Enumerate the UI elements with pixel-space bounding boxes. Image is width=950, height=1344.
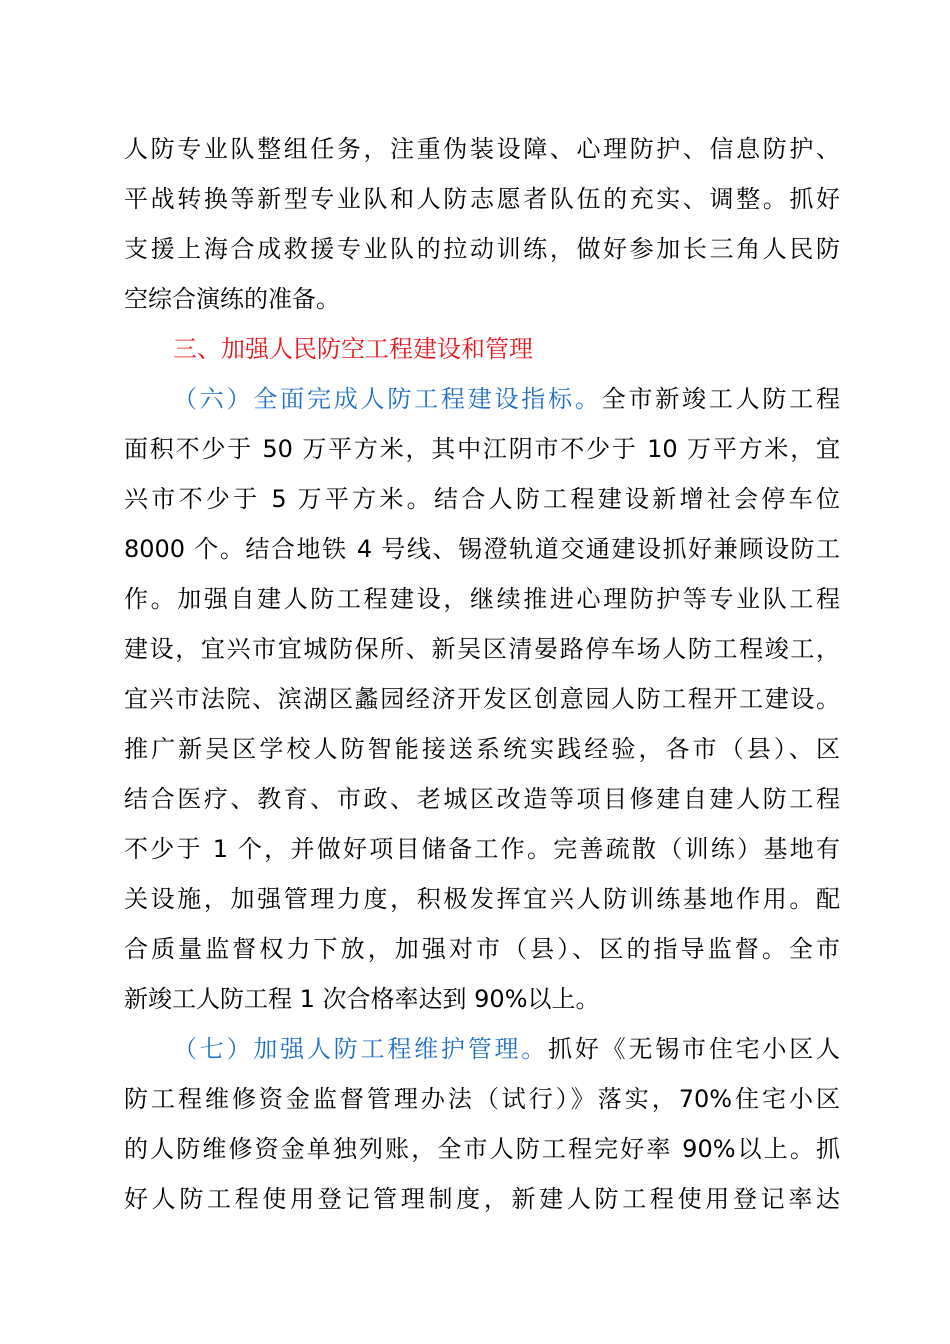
paragraph-6-heading: （六）全面完成人防工程建设指标。	[173, 385, 602, 413]
text-line: 面积不少于 50 万平方米，其中江阴市不少于 10 万平方米，宜	[124, 435, 840, 463]
text-line: 不少于 1 个，并做好项目储备工作。完善疏散（训练）基地有	[124, 835, 840, 863]
text-line: 结合医疗、教育、市政、老城区改造等项目修建自建人防工程	[124, 785, 840, 813]
text-line: 人防专业队整组任务，注重伪装设障、心理防护、信息防护、	[124, 135, 840, 163]
paragraph-6	[124, 374, 840, 1024]
paragraph-6-first-line-text: 全市新竣工人防工程	[601, 385, 841, 413]
text-line: 平战转换等新型专业队和人防志愿者队伍的充实、调整。抓好	[124, 185, 840, 213]
paragraph-7-first-line-text: 抓好《无锡市住宅小区人	[548, 1035, 841, 1063]
paragraph-1	[124, 124, 840, 324]
section-heading: 三、加强人民防空工程建设和管理	[173, 335, 533, 363]
text-line: 建设，宜兴市宜城防保所、新吴区清晏路停车场人防工程竣工，	[124, 635, 840, 663]
text-line: 空综合演练的准备。	[124, 285, 340, 313]
text-line: 新竣工人防工程 1 次合格率达到 90%以上。	[124, 985, 600, 1013]
text-line: 支援上海合成救援专业队的拉动训练，做好参加长三角人民防	[124, 235, 840, 263]
paragraph-7	[124, 1024, 840, 1224]
text-line: 推广新吴区学校人防智能接送系统实践经验，各市（县）、区	[124, 735, 840, 763]
text-line: 宜兴市法院、滨湖区蠡园经济开发区创意园人防工程开工建设。	[124, 685, 840, 713]
text-line: 合质量监督权力下放，加强对市（县）、区的指导监督。全市	[124, 935, 840, 963]
text-line: 兴市不少于 5 万平方米。结合人防工程建设新增社会停车位	[124, 485, 840, 513]
text-line: 关设施，加强管理力度，积极发挥宜兴人防训练基地作用。配	[124, 885, 840, 913]
paragraph-7-first-line	[124, 1024, 840, 1074]
document-body	[124, 124, 840, 1224]
paragraph-6-first-line	[124, 374, 840, 424]
text-line: 8000 个。结合地铁 4 号线、锡澄轨道交通建设抓好兼顾设防工	[124, 535, 840, 563]
text-line: 防工程维修资金监督管理办法（试行）》落实，70%住宅小区	[124, 1085, 840, 1113]
text-line: 作。加强自建人防工程建设，继续推进心理防护等专业队工程	[124, 585, 840, 613]
text-line: 好人防工程使用登记管理制度，新建人防工程使用登记率达	[124, 1185, 840, 1213]
text-line: 的人防维修资金单独列账，全市人防工程完好率 90%以上。抓	[124, 1135, 840, 1163]
paragraph-7-heading: （七）加强人防工程维护管理。	[173, 1035, 549, 1063]
